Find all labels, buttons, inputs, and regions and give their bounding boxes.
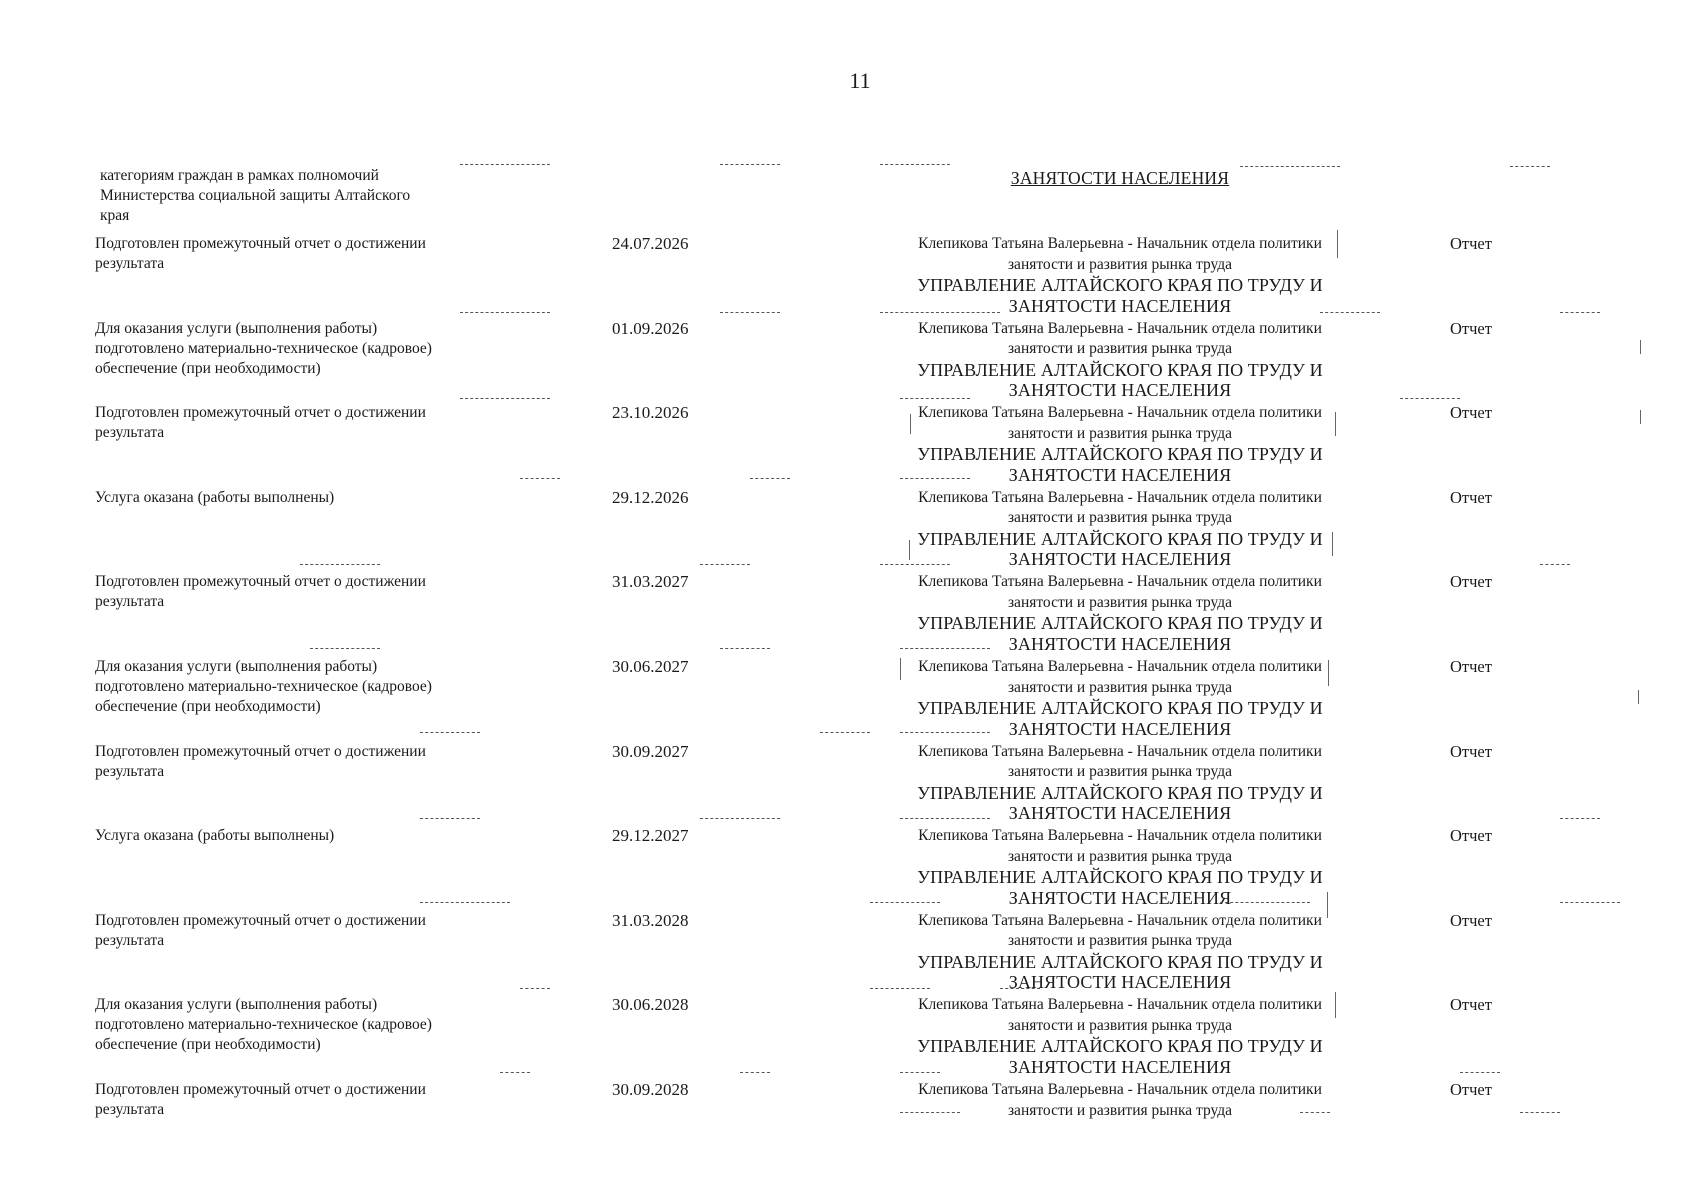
scan-vertical-mark bbox=[900, 658, 901, 680]
scan-dash-mark bbox=[900, 648, 990, 649]
scan-dash-mark bbox=[700, 818, 780, 819]
date-cell: 31.03.2027 bbox=[612, 572, 689, 592]
responsible-organization: УПРАВЛЕНИЕ АЛТАЙСКОГО КРАЯ ПО ТРУДУ И ЗАНЯТОСТИ НАСЕЛЕНИЯ bbox=[917, 359, 1323, 401]
result-cell: Подготовлен промежуточный отчет о достижении результата bbox=[95, 911, 426, 949]
document-type-cell: Отчет bbox=[1450, 234, 1492, 253]
scan-dash-mark bbox=[460, 164, 550, 165]
result-cell: Услуга оказана (работы выполнены) bbox=[95, 827, 335, 845]
result-cell: Подготовлен промежуточный отчет о достижении результата bbox=[95, 1081, 426, 1118]
scan-vertical-mark bbox=[910, 414, 911, 434]
document-type-cell: Отчет bbox=[1450, 741, 1492, 761]
table-row bbox=[0, 1080, 1695, 1164]
table-row bbox=[0, 403, 1695, 487]
scan-vertical-mark bbox=[1335, 992, 1336, 1018]
table-row bbox=[0, 319, 1695, 403]
responsible-person: Клепикова Татьяна Валерьевна - Начальник отдела политики занятости и развития рынка труда bbox=[918, 573, 1322, 611]
scan-dash-mark bbox=[880, 164, 950, 165]
responsible-person: Клепикова Татьяна Валерьевна - Начальник отдела политики занятости и развития рынка труда bbox=[918, 996, 1322, 1034]
result-cell: Услуга оказана (работы выполнены) bbox=[95, 488, 335, 506]
scan-dash-mark bbox=[300, 564, 380, 565]
responsible-organization: УПРАВЛЕНИЕ АЛТАЙСКОГО КРАЯ ПО ТРУДУ И ЗАНЯТОСТИ НАСЕЛЕНИЯ bbox=[917, 444, 1323, 485]
responsible-organization: УПРАВЛЕНИЕ АЛТАЙСКОГО КРАЯ ПО ТРУДУ И ЗАНЯТОСТИ НАСЕЛЕНИЯ bbox=[917, 528, 1323, 570]
table-row bbox=[0, 234, 1695, 318]
page-number: 11 bbox=[849, 68, 871, 93]
result-cell: Подготовлен промежуточный отчет о достижении результата bbox=[95, 742, 426, 780]
responsible-organization: УПРАВЛЕНИЕ АЛТАЙСКОГО КРАЯ ПО ТРУДУ И ЗАНЯТОСТИ НАСЕЛЕНИЯ bbox=[917, 1036, 1323, 1077]
scan-dash-mark bbox=[820, 732, 870, 733]
scan-dash-mark bbox=[1320, 312, 1380, 313]
scan-dash-mark bbox=[700, 564, 750, 565]
responsible-cell bbox=[895, 319, 1345, 401]
scan-vertical-mark bbox=[1327, 892, 1328, 918]
scan-dash-mark bbox=[900, 818, 990, 819]
scan-dash-mark bbox=[1520, 1112, 1560, 1113]
scan-vertical-mark bbox=[1332, 532, 1333, 556]
responsible-cell bbox=[895, 826, 1345, 908]
scan-dash-mark bbox=[520, 988, 550, 989]
scan-dash-mark bbox=[1240, 166, 1340, 167]
date-cell: 01.09.2026 bbox=[612, 318, 689, 338]
scan-dash-mark bbox=[420, 902, 510, 903]
scan-dash-mark bbox=[1560, 902, 1620, 903]
table-row bbox=[0, 657, 1695, 741]
scan-dash-mark bbox=[900, 1112, 960, 1113]
document-type-cell: Отчет bbox=[1450, 1080, 1492, 1099]
responsible-cell bbox=[895, 995, 1345, 1077]
scan-dash-mark bbox=[1560, 312, 1600, 313]
scan-dash-mark bbox=[420, 818, 480, 819]
table-row bbox=[0, 742, 1695, 826]
scan-dash-mark bbox=[310, 648, 380, 649]
document-type-cell: Отчет bbox=[1450, 487, 1492, 507]
scan-vertical-mark bbox=[1638, 690, 1639, 704]
scan-vertical-mark bbox=[909, 540, 910, 560]
document-type-cell: Отчет bbox=[1450, 572, 1492, 592]
scan-dash-mark bbox=[880, 312, 1000, 313]
scan-dash-mark bbox=[1510, 166, 1550, 167]
responsible-organization: УПРАВЛЕНИЕ АЛТАЙСКОГО КРАЯ ПО ТРУДУ И ЗАНЯТОСТИ НАСЕЛЕНИЯ bbox=[917, 782, 1323, 824]
scan-dash-mark bbox=[1000, 988, 1040, 989]
scan-dash-mark bbox=[870, 902, 940, 903]
date-cell: 30.09.2028 bbox=[612, 1080, 689, 1099]
date-cell: 31.03.2028 bbox=[612, 910, 689, 930]
scan-dash-mark bbox=[1540, 564, 1570, 565]
responsible-cell bbox=[895, 911, 1345, 993]
document-type-cell: Отчет bbox=[1450, 657, 1492, 676]
scan-vertical-mark bbox=[1640, 410, 1641, 424]
scan-dash-mark bbox=[900, 1072, 940, 1073]
result-cell: Подготовлен промежуточный отчет о достижении результата bbox=[95, 573, 426, 611]
responsible-cell bbox=[895, 403, 1345, 485]
responsible-organization: УПРАВЛЕНИЕ АЛТАЙСКОГО КРАЯ ПО ТРУДУ И ЗАНЯТОСТИ НАСЕЛЕНИЯ bbox=[917, 613, 1323, 654]
scan-dash-mark bbox=[460, 398, 550, 399]
result-cell: Для оказания услуги (выполнения работы) подготовлено материально-техническое (кадровое) обеспечение (при необходимости) bbox=[95, 319, 432, 377]
date-cell: 29.12.2027 bbox=[612, 826, 689, 846]
responsible-cell bbox=[895, 234, 1345, 316]
scan-dash-mark bbox=[720, 164, 780, 165]
scan-dash-mark bbox=[420, 732, 480, 733]
responsible-person: Клепикова Татьяна Валерьевна - Начальник отдела политики занятости и развития рынка труда bbox=[918, 404, 1322, 442]
result-cell: Для оказания услуги (выполнения работы) подготовлено материально-техническое (кадровое) обеспечение (при необходимости) bbox=[95, 996, 432, 1054]
scan-vertical-mark bbox=[1328, 660, 1329, 686]
date-cell: 30.09.2027 bbox=[612, 741, 689, 761]
scan-vertical-mark bbox=[1640, 340, 1641, 354]
responsible-cell bbox=[895, 742, 1345, 824]
scan-dash-mark bbox=[460, 312, 550, 313]
responsible-organization: УПРАВЛЕНИЕ АЛТАЙСКОГО КРАЯ ПО ТРУДУ И ЗАНЯТОСТИ НАСЕЛЕНИЯ bbox=[917, 698, 1323, 739]
responsible-person: Клепикова Татьяна Валерьевна - Начальник отдела политики занятости и развития рынка труда bbox=[918, 319, 1322, 358]
document-type-cell: Отчет bbox=[1450, 403, 1492, 423]
table-row bbox=[0, 911, 1695, 995]
responsible-person: Клепикова Татьяна Валерьевна - Начальник отдела политики занятости и развития рынка труда bbox=[918, 235, 1322, 273]
scan-vertical-mark bbox=[1335, 412, 1336, 436]
date-cell: 30.06.2027 bbox=[612, 657, 689, 676]
scan-dash-mark bbox=[1560, 818, 1600, 819]
scan-dash-mark bbox=[720, 648, 770, 649]
result-cell: Подготовлен промежуточный отчет о достижении результата bbox=[95, 235, 426, 272]
scan-vertical-mark bbox=[1337, 230, 1338, 258]
responsible-organization: УПРАВЛЕНИЕ АЛТАЙСКОГО КРАЯ ПО ТРУДУ И ЗАНЯТОСТИ НАСЕЛЕНИЯ bbox=[917, 951, 1323, 993]
document-type-cell: Отчет bbox=[1450, 318, 1492, 338]
document-type-cell: Отчет bbox=[1450, 910, 1492, 930]
date-cell: 30.06.2028 bbox=[612, 995, 689, 1015]
scan-dash-mark bbox=[880, 564, 950, 565]
date-cell: 29.12.2026 bbox=[612, 487, 689, 507]
responsible-person: Клепикова Татьяна Валерьевна - Начальник отдела политики занятости и развития рынка труда bbox=[918, 742, 1322, 781]
document-type-cell: Отчет bbox=[1450, 995, 1492, 1015]
scan-dash-mark bbox=[1460, 1072, 1500, 1073]
result-cell: Для оказания услуги (выполнения работы) подготовлено материально-техническое (кадровое) обеспечение (при необходимости) bbox=[95, 658, 432, 715]
responsible-person: Клепикова Татьяна Валерьевна - Начальник отдела политики занятости и развития рынка труда bbox=[918, 827, 1322, 865]
date-cell: 23.10.2026 bbox=[612, 403, 689, 423]
result-cell: Подготовлен промежуточный отчет о достижении результата bbox=[95, 404, 426, 442]
continued-result-text: категориям граждан в рамках полномочий Министерства социальной защиты Алтайского края bbox=[100, 167, 411, 224]
responsible-person: Клепикова Татьяна Валерьевна - Начальник отдела политики занятости и развития рынка труда bbox=[918, 911, 1322, 950]
responsible-cell bbox=[895, 572, 1345, 654]
responsible-cell bbox=[895, 488, 1345, 570]
continued-responsible-unit: ЗАНЯТОСТИ НАСЕЛЕНИЯ bbox=[1010, 168, 1230, 188]
scan-dash-mark bbox=[740, 1072, 770, 1073]
table-row bbox=[0, 995, 1695, 1079]
scan-dash-mark bbox=[520, 478, 560, 479]
responsible-cell bbox=[895, 1080, 1345, 1121]
scan-dash-mark bbox=[1220, 902, 1310, 903]
table-row bbox=[0, 488, 1695, 572]
responsible-person: Клепикова Татьяна Валерьевна - Начальник отдела политики занятости и развития рынка труда bbox=[918, 488, 1322, 527]
scan-dash-mark bbox=[900, 732, 990, 733]
scan-dash-mark bbox=[750, 478, 790, 479]
table-row bbox=[0, 572, 1695, 656]
responsible-cell bbox=[895, 657, 1345, 739]
responsible-organization: УПРАВЛЕНИЕ АЛТАЙСКОГО КРАЯ ПО ТРУДУ И ЗАНЯТОСТИ НАСЕЛЕНИЯ bbox=[917, 867, 1323, 908]
scan-dash-mark bbox=[900, 398, 970, 399]
responsible-organization: УПРАВЛЕНИЕ АЛТАЙСКОГО КРАЯ ПО ТРУДУ И ЗАНЯТОСТИ НАСЕЛЕНИЯ bbox=[917, 275, 1323, 316]
scan-dash-mark bbox=[870, 988, 930, 989]
responsible-person: Клепикова Татьяна Валерьевна - Начальник отдела политики занятости и развития рынка труда bbox=[918, 658, 1322, 696]
scan-dash-mark bbox=[1400, 398, 1460, 399]
scan-dash-mark bbox=[900, 478, 970, 479]
responsible-person: Клепикова Татьяна Валерьевна - Начальник отдела политики занятости и развития рынка труда bbox=[918, 1081, 1322, 1119]
scan-dash-mark bbox=[500, 1072, 530, 1073]
scan-dash-mark bbox=[1300, 1112, 1330, 1113]
scan-dash-mark bbox=[720, 312, 780, 313]
document-type-cell: Отчет bbox=[1450, 826, 1492, 846]
table-row bbox=[0, 826, 1695, 910]
date-cell: 24.07.2026 bbox=[612, 234, 689, 253]
